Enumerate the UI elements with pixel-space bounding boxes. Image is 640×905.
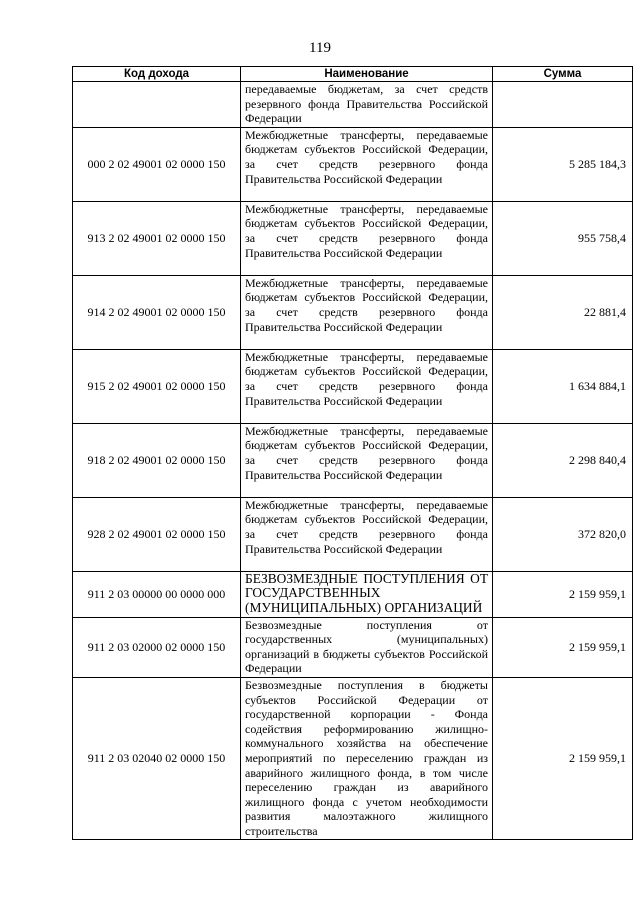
row-name: Безвозмездные поступления в бюджеты субъектов Российской Федерации от государственной корпорации - Фонда содействия реформированию жилищно-коммунального хозяйства на обеспечение мероприятий по переселению граждан из аварийного жилищного фонда, в том числе переселению граждан из аварийного жилищного фонда с учетом необходимости развития малоэтажного жилищного строительства [241,677,493,840]
row-code: 915 2 02 49001 02 0000 150 [73,349,241,423]
header-sum: Сумма [493,67,633,82]
row-sum: 2 298 840,4 [493,423,633,497]
table-row [73,677,633,840]
table-row [73,497,633,571]
row-name: Межбюджетные трансферты, передаваемые бюджетам субъектов Российской Федерации, за счет средств резервного фонда Правительства Российской Федерации [241,201,493,275]
row-code: 914 2 02 49001 02 0000 150 [73,275,241,349]
row-sum: 2 159 959,1 [493,617,633,677]
row-name: Межбюджетные трансферты, передаваемые бюджетам субъектов Российской Федерации, за счет средств резервного фонда Правительства Российской Федерации [241,275,493,349]
row-sum: 372 820,0 [493,497,633,571]
row-code: 911 2 03 02000 02 0000 150 [73,617,241,677]
table-header-row [73,67,633,82]
header-name: Наименование [241,67,493,82]
row-code: 911 2 03 02040 02 0000 150 [73,677,241,840]
header-code: Код дохода [73,67,241,82]
table-row [73,201,633,275]
row-name: Межбюджетные трансферты, передаваемые бюджетам субъектов Российской Федерации, за счет средств резервного фонда Правительства Российской Федерации [241,127,493,201]
table-row [73,423,633,497]
table-row [73,617,633,677]
row-code: 918 2 02 49001 02 0000 150 [73,423,241,497]
row-name: Безвозмездные поступления от государственных (муниципальных) организаций в бюджеты субъектов Российской Федерации [241,617,493,677]
row-code: 000 2 02 49001 02 0000 150 [73,127,241,201]
table-row [73,127,633,201]
row-name: передаваемые бюджетам, за счет средств резервного фонда Правительства Российской Федерации [241,82,493,128]
table-row [73,275,633,349]
row-code: 928 2 02 49001 02 0000 150 [73,497,241,571]
row-code: 913 2 02 49001 02 0000 150 [73,201,241,275]
page-number: 119 [309,40,331,56]
row-sum: 2 159 959,1 [493,571,633,617]
table-row-continued [73,82,633,128]
row-sum: 2 159 959,1 [493,677,633,840]
row-code [73,82,241,128]
row-sum [493,82,633,128]
table-row [73,571,633,617]
row-sum: 22 881,4 [493,275,633,349]
row-sum: 5 285 184,3 [493,127,633,201]
row-name: Межбюджетные трансферты, передаваемые бюджетам субъектов Российской Федерации, за счет средств резервного фонда Правительства Российской Федерации [241,349,493,423]
row-name: БЕЗВОЗМЕЗДНЫЕ ПОСТУПЛЕНИЯ ОТ ГОСУДАРСТВЕННЫХ (МУНИЦИПАЛЬНЫХ) ОРГАНИЗАЦИЙ [241,571,493,617]
row-sum: 1 634 884,1 [493,349,633,423]
row-name: Межбюджетные трансферты, передаваемые бюджетам субъектов Российской Федерации, за счет средств резервного фонда Правительства Российской Федерации [241,423,493,497]
table-row [73,349,633,423]
revenue-table [72,66,633,840]
row-code: 911 2 03 00000 00 0000 000 [73,571,241,617]
row-sum: 955 758,4 [493,201,633,275]
row-name: Межбюджетные трансферты, передаваемые бюджетам субъектов Российской Федерации, за счет средств резервного фонда Правительства Российской Федерации [241,497,493,571]
